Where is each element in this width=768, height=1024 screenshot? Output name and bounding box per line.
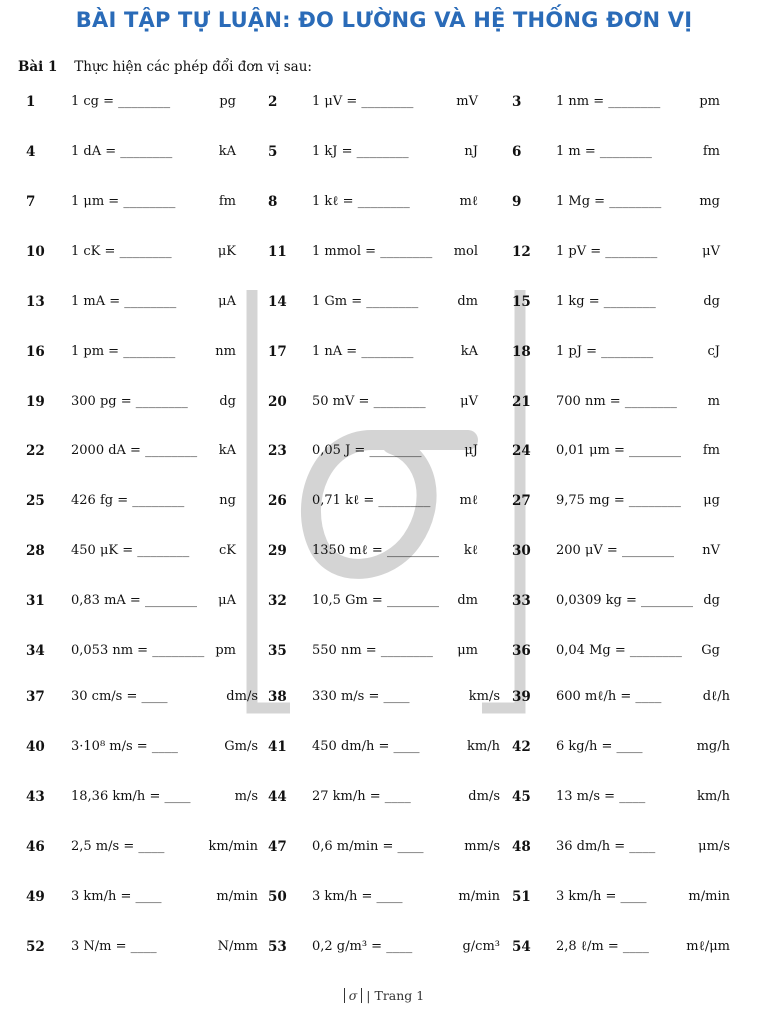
- source-quantity: 2,5 m/s =: [71, 839, 135, 854]
- source-quantity: 1 pJ =: [556, 344, 597, 359]
- item-number: 7: [26, 194, 36, 210]
- answer-blank[interactable]: ________: [624, 394, 677, 409]
- answer-blank[interactable]: ____: [635, 689, 662, 704]
- item-number: 6: [512, 144, 522, 160]
- answer-blank[interactable]: ________: [137, 543, 190, 558]
- item-number: 19: [26, 394, 45, 410]
- source-quantity: 0,04 Mg =: [556, 643, 626, 658]
- exercise-row: [0, 785, 768, 809]
- target-unit: m/min: [688, 889, 730, 904]
- conversion-expression: [556, 639, 682, 663]
- item-number: 30: [512, 543, 531, 559]
- source-quantity: 0,01 μm =: [556, 443, 625, 458]
- source-quantity: 1 pm =: [71, 344, 120, 359]
- exercise-row: [0, 935, 768, 959]
- item-number: 43: [26, 789, 45, 805]
- item-number: 48: [512, 839, 531, 855]
- source-quantity: 1 nA =: [312, 344, 358, 359]
- conversion-expression: [556, 240, 657, 264]
- conversion-item: [0, 240, 768, 264]
- answer-blank[interactable]: ____: [397, 839, 424, 854]
- conversion-expression: [556, 140, 652, 164]
- item-number: 25: [26, 493, 45, 509]
- answer-blank[interactable]: ____: [620, 889, 647, 904]
- answer-blank[interactable]: ____: [616, 739, 643, 754]
- item-number: 11: [268, 244, 287, 260]
- item-number: 52: [26, 939, 45, 955]
- conversion-expression: [556, 685, 661, 709]
- page-number: | Trang 1: [366, 988, 425, 1003]
- item-number: 33: [512, 593, 531, 609]
- source-quantity: 50 mV =: [312, 394, 370, 409]
- answer-blank[interactable]: ____: [151, 739, 178, 754]
- target-unit: kA: [218, 144, 236, 159]
- answer-blank[interactable]: ____: [629, 839, 656, 854]
- target-unit: mm/s: [464, 839, 500, 854]
- source-quantity: 200 μV =: [556, 543, 618, 558]
- item-number: 34: [26, 643, 45, 659]
- answer-blank[interactable]: ________: [123, 194, 176, 209]
- source-quantity: 2000 dA =: [71, 443, 141, 458]
- target-unit: fm: [702, 443, 720, 458]
- source-quantity: 1 kJ =: [312, 144, 353, 159]
- target-unit: fm: [702, 144, 720, 159]
- exercise-row: [0, 835, 768, 859]
- item-number: 22: [26, 443, 45, 459]
- item-number: 51: [512, 889, 531, 905]
- source-quantity: 1 dA =: [71, 144, 117, 159]
- answer-blank[interactable]: ________: [132, 493, 185, 508]
- target-unit: dℓ/h: [702, 689, 730, 704]
- item-number: 50: [268, 889, 287, 905]
- conversion-item: [0, 90, 768, 114]
- answer-blank[interactable]: ________: [369, 443, 422, 458]
- answer-blank[interactable]: ____: [386, 939, 413, 954]
- answer-blank[interactable]: ________: [386, 543, 439, 558]
- conversion-item: [0, 390, 768, 414]
- target-unit: μA: [218, 593, 236, 608]
- source-quantity: 1 Mg =: [556, 194, 606, 209]
- exercise-row: [0, 639, 768, 663]
- conversion-item: [0, 685, 768, 709]
- item-number: 26: [268, 493, 287, 509]
- item-number: 39: [512, 689, 531, 705]
- conversion-expression: [556, 885, 647, 909]
- source-quantity: 700 nm =: [556, 394, 621, 409]
- answer-blank[interactable]: ________: [152, 643, 205, 658]
- conversion-expression: [556, 489, 681, 513]
- answer-blank[interactable]: ________: [144, 593, 197, 608]
- target-unit: μJ: [464, 443, 478, 458]
- answer-blank[interactable]: ________: [609, 194, 662, 209]
- conversion-item: [0, 140, 768, 164]
- target-unit: km/h: [697, 789, 730, 804]
- conversion-item: [0, 885, 768, 909]
- exercise-row: [0, 190, 768, 214]
- source-quantity: 6 kg/h =: [556, 739, 613, 754]
- conversion-item: [0, 639, 768, 663]
- answer-blank[interactable]: ________: [361, 94, 414, 109]
- target-unit: mg: [699, 194, 720, 209]
- source-quantity: 1 Gm =: [312, 294, 363, 309]
- conversion-item: [0, 835, 768, 859]
- source-quantity: 0,2 g/m³ =: [312, 939, 383, 954]
- source-quantity: 426 fg =: [71, 493, 129, 508]
- item-number: 12: [512, 244, 531, 260]
- item-number: 46: [26, 839, 45, 855]
- target-unit: dm: [457, 593, 478, 608]
- item-number: 54: [512, 939, 531, 955]
- target-unit: dm/s: [468, 789, 500, 804]
- answer-blank[interactable]: ________: [135, 394, 188, 409]
- exercise-row: [0, 885, 768, 909]
- target-unit: Gg: [701, 643, 720, 658]
- target-unit: g/cm³: [462, 939, 500, 954]
- source-quantity: 36 dm/h =: [556, 839, 626, 854]
- item-number: 9: [512, 194, 522, 210]
- source-quantity: 1 m =: [556, 144, 596, 159]
- conversion-item: [0, 439, 768, 463]
- answer-blank[interactable]: ________: [366, 294, 419, 309]
- answer-blank[interactable]: ________: [118, 94, 171, 109]
- source-quantity: 3 N/m =: [71, 939, 127, 954]
- item-number: 10: [26, 244, 45, 260]
- answer-blank[interactable]: ____: [619, 789, 646, 804]
- target-unit: cJ: [707, 344, 720, 359]
- source-quantity: 1 μV =: [312, 94, 358, 109]
- answer-blank[interactable]: ____: [130, 939, 157, 954]
- sigma-logo-icon: σ: [344, 988, 363, 1003]
- conversion-item: [0, 935, 768, 959]
- target-unit: m/min: [458, 889, 500, 904]
- item-number: 42: [512, 739, 531, 755]
- answer-blank[interactable]: ________: [628, 493, 681, 508]
- exercise-row: [0, 240, 768, 264]
- answer-blank[interactable]: ____: [138, 839, 165, 854]
- answer-blank[interactable]: ________: [361, 344, 414, 359]
- target-unit: Gm/s: [224, 739, 258, 754]
- exercise-row: [0, 735, 768, 759]
- item-number: 20: [268, 394, 287, 410]
- source-quantity: 1 kg =: [556, 294, 600, 309]
- answer-blank[interactable]: ________: [621, 543, 674, 558]
- conversion-expression: [556, 439, 681, 463]
- source-quantity: 1 pV =: [556, 244, 602, 259]
- item-number: 40: [26, 739, 45, 755]
- conversion-item: [0, 489, 768, 513]
- target-unit: km/h: [467, 739, 500, 754]
- conversion-item: [0, 290, 768, 314]
- item-number: 53: [268, 939, 287, 955]
- source-quantity: 3 km/h =: [556, 889, 617, 904]
- answer-blank[interactable]: ________: [120, 144, 173, 159]
- target-unit: mℓ: [459, 493, 478, 508]
- target-unit: fm: [218, 194, 236, 209]
- conversion-expression: [556, 390, 677, 414]
- answer-blank[interactable]: ____: [376, 889, 403, 904]
- item-number: 36: [512, 643, 531, 659]
- item-number: 35: [268, 643, 287, 659]
- answer-blank[interactable]: ________: [608, 94, 661, 109]
- item-number: 44: [268, 789, 287, 805]
- target-unit: nm: [215, 344, 236, 359]
- item-number: 3: [512, 94, 522, 110]
- target-unit: dg: [703, 593, 720, 608]
- conversion-expression: [556, 190, 661, 214]
- source-quantity: 27 km/h =: [312, 789, 381, 804]
- target-unit: dg: [703, 294, 720, 309]
- item-number: 27: [512, 493, 531, 509]
- conversion-expression: [556, 340, 653, 364]
- conversion-item: [0, 190, 768, 214]
- target-unit: m/min: [216, 889, 258, 904]
- target-unit: μA: [218, 294, 236, 309]
- item-number: 31: [26, 593, 45, 609]
- answer-blank[interactable]: ________: [124, 294, 177, 309]
- source-quantity: 3·10⁸ m/s =: [71, 739, 148, 754]
- target-unit: dm/s: [226, 689, 258, 704]
- answer-blank[interactable]: ________: [629, 643, 682, 658]
- source-quantity: 1 mA =: [71, 294, 121, 309]
- target-unit: kA: [218, 443, 236, 458]
- answer-blank[interactable]: ________: [378, 493, 431, 508]
- item-number: 5: [268, 144, 278, 160]
- source-quantity: 1 nm =: [556, 94, 605, 109]
- item-number: 28: [26, 543, 45, 559]
- item-number: 4: [26, 144, 36, 160]
- item-number: 21: [512, 394, 531, 410]
- source-quantity: 2,8 ℓ/m =: [556, 939, 619, 954]
- source-quantity: 18,36 km/h =: [71, 789, 161, 804]
- item-number: 37: [26, 689, 45, 705]
- target-unit: pm: [215, 643, 236, 658]
- target-unit: nJ: [464, 144, 478, 159]
- exercise-label: Bài 1: [18, 59, 58, 75]
- source-quantity: 1 mmol =: [312, 244, 377, 259]
- item-number: 13: [26, 294, 45, 310]
- source-quantity: 450 μK =: [71, 543, 134, 558]
- item-number: 24: [512, 443, 531, 459]
- answer-blank[interactable]: ________: [357, 194, 410, 209]
- target-unit: nV: [702, 543, 720, 558]
- source-quantity: 1350 mℓ =: [312, 543, 383, 558]
- conversion-item: [0, 735, 768, 759]
- exercise-row: [0, 140, 768, 164]
- item-number: 1: [26, 94, 36, 110]
- target-unit: pg: [219, 94, 236, 109]
- answer-blank[interactable]: ________: [145, 443, 198, 458]
- item-number: 14: [268, 294, 287, 310]
- item-number: 8: [268, 194, 278, 210]
- target-unit: km/s: [468, 689, 500, 704]
- exercise-row: [0, 539, 768, 563]
- target-unit: μK: [217, 244, 236, 259]
- target-unit: mℓ: [459, 194, 478, 209]
- source-quantity: 330 m/s =: [312, 689, 380, 704]
- exercise-row: [0, 290, 768, 314]
- answer-blank[interactable]: ____: [393, 739, 420, 754]
- source-quantity: 1 μm =: [71, 194, 120, 209]
- page-footer: [0, 988, 768, 1003]
- conversion-expression: [556, 539, 674, 563]
- exercise-row: [0, 90, 768, 114]
- answer-blank[interactable]: ________: [629, 443, 682, 458]
- target-unit: μg: [703, 493, 720, 508]
- item-number: 38: [268, 689, 287, 705]
- source-quantity: 0,83 mA =: [71, 593, 141, 608]
- target-unit: mol: [453, 244, 478, 259]
- answer-blank[interactable]: ____: [135, 889, 162, 904]
- source-quantity: 30 cm/s =: [71, 689, 138, 704]
- source-quantity: 300 pg =: [71, 394, 132, 409]
- answer-blank[interactable]: ________: [380, 643, 433, 658]
- source-quantity: 450 dm/h =: [312, 739, 390, 754]
- exercise-row: [0, 685, 768, 709]
- item-number: 16: [26, 344, 45, 360]
- source-quantity: 10,5 Gm =: [312, 593, 383, 608]
- target-unit: dm: [457, 294, 478, 309]
- source-quantity: 0,053 nm =: [71, 643, 149, 658]
- source-quantity: 1 cK =: [71, 244, 116, 259]
- target-unit: mV: [456, 94, 478, 109]
- answer-blank[interactable]: ________: [123, 344, 176, 359]
- item-number: 15: [512, 294, 531, 310]
- target-unit: km/min: [208, 839, 258, 854]
- answer-blank[interactable]: ____: [164, 789, 191, 804]
- target-unit: ng: [219, 493, 236, 508]
- target-unit: mg/h: [696, 739, 730, 754]
- page-title: BÀI TẬP TỰ LUẬN: ĐO LƯỜNG VÀ HỆ THỐNG ĐƠN VỊ: [75, 8, 693, 32]
- target-unit: m/s: [234, 789, 258, 804]
- conversion-expression: [556, 90, 660, 114]
- answer-blank[interactable]: ________: [601, 344, 654, 359]
- item-number: 47: [268, 839, 287, 855]
- conversion-item: [0, 539, 768, 563]
- exercise-instruction: [18, 59, 312, 75]
- source-quantity: 0,0309 kg =: [556, 593, 637, 608]
- item-number: 41: [268, 739, 287, 755]
- source-quantity: 3 km/h =: [312, 889, 373, 904]
- conversion-expression: [556, 290, 656, 314]
- target-unit: dg: [219, 394, 236, 409]
- item-number: 49: [26, 889, 45, 905]
- item-number: 23: [268, 443, 287, 459]
- conversion-item: [0, 589, 768, 613]
- item-number: 18: [512, 344, 531, 360]
- exercise-row: [0, 439, 768, 463]
- item-number: 29: [268, 543, 287, 559]
- target-unit: μV: [702, 244, 720, 259]
- target-unit: μm: [457, 643, 478, 658]
- target-unit: μV: [460, 394, 478, 409]
- answer-blank[interactable]: ________: [640, 593, 693, 608]
- source-quantity: 1 kℓ =: [312, 194, 354, 209]
- source-quantity: 3 km/h =: [71, 889, 132, 904]
- item-number: 32: [268, 593, 287, 609]
- target-unit: pm: [699, 94, 720, 109]
- exercise-row: [0, 489, 768, 513]
- conversion-expression: [556, 735, 643, 759]
- answer-blank[interactable]: ____: [622, 939, 649, 954]
- target-unit: N/mm: [217, 939, 258, 954]
- answer-blank[interactable]: ________: [119, 244, 172, 259]
- target-unit: m: [707, 394, 720, 409]
- exercise-row: [0, 340, 768, 364]
- target-unit: kA: [460, 344, 478, 359]
- answer-blank[interactable]: ________: [356, 144, 409, 159]
- answer-blank[interactable]: ________: [386, 593, 439, 608]
- source-quantity: 0,71 kℓ =: [312, 493, 375, 508]
- answer-blank[interactable]: ________: [605, 244, 658, 259]
- conversion-expression: [556, 935, 649, 959]
- answer-blank[interactable]: ____: [384, 789, 411, 804]
- answer-blank[interactable]: ________: [603, 294, 656, 309]
- answer-blank[interactable]: ________: [599, 144, 652, 159]
- conversion-item: [0, 340, 768, 364]
- source-quantity: 600 mℓ/h =: [556, 689, 632, 704]
- source-quantity: 9,75 mg =: [556, 493, 625, 508]
- source-quantity: 0,05 J =: [312, 443, 366, 458]
- conversion-expression: [556, 589, 693, 613]
- target-unit: mℓ/μm: [686, 939, 730, 954]
- target-unit: kℓ: [463, 543, 478, 558]
- answer-blank[interactable]: ________: [373, 394, 426, 409]
- conversion-expression: [556, 785, 645, 809]
- item-number: 2: [268, 94, 278, 110]
- answer-blank[interactable]: ____: [141, 689, 168, 704]
- exercise-text: Thực hiện các phép đổi đơn vị sau:: [74, 59, 312, 75]
- exercise-row: [0, 589, 768, 613]
- source-quantity: 1 cg =: [71, 94, 115, 109]
- item-number: 17: [268, 344, 287, 360]
- target-unit: cK: [219, 543, 236, 558]
- source-quantity: 0,6 m/min =: [312, 839, 394, 854]
- target-unit: μm/s: [698, 839, 730, 854]
- answer-blank[interactable]: ________: [380, 244, 433, 259]
- conversion-item: [0, 785, 768, 809]
- source-quantity: 550 nm =: [312, 643, 377, 658]
- source-quantity: 13 m/s =: [556, 789, 616, 804]
- answer-blank[interactable]: ____: [383, 689, 410, 704]
- conversion-expression: [556, 835, 655, 859]
- item-number: 45: [512, 789, 531, 805]
- exercise-row: [0, 390, 768, 414]
